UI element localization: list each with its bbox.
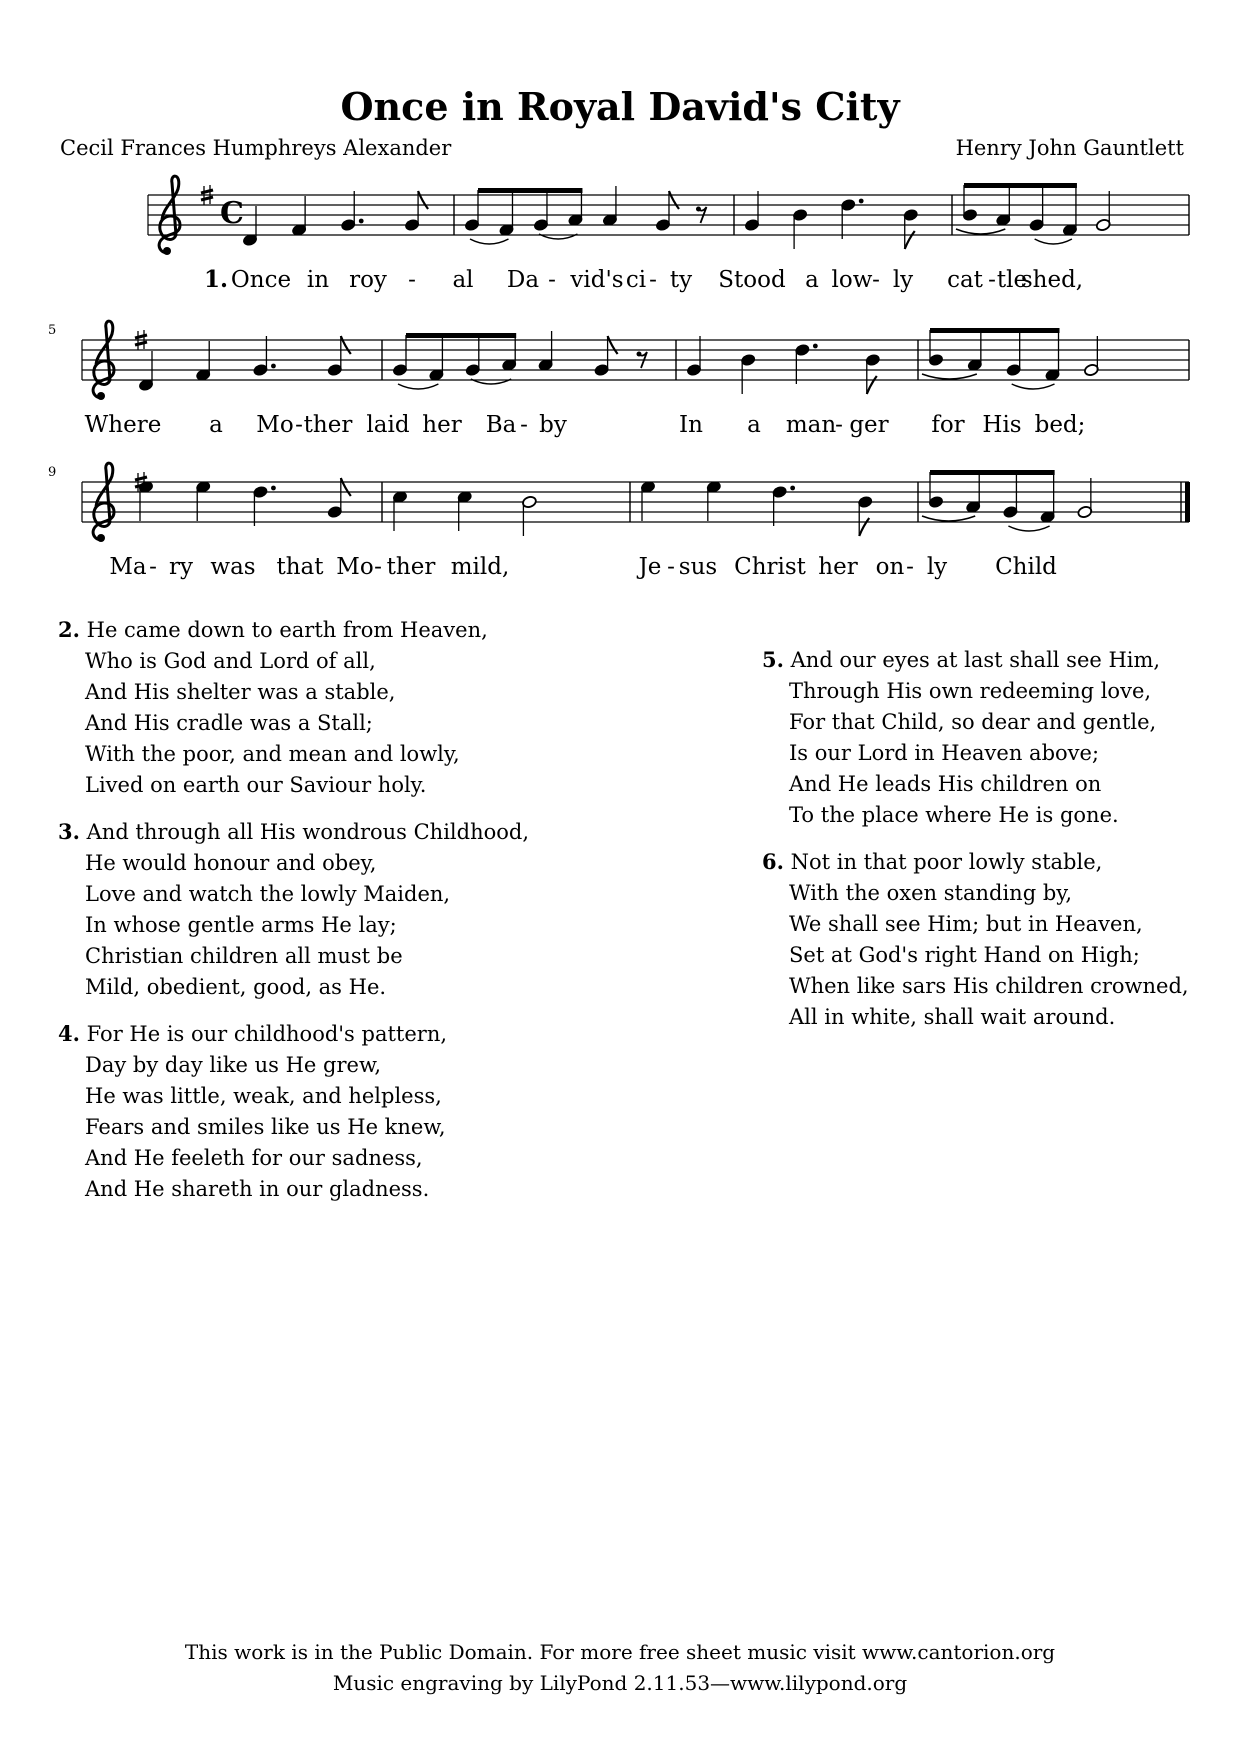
verse-text: Mild, obedient, good, as He. <box>85 975 387 999</box>
lyric-syllable: Child <box>995 554 1057 580</box>
sharp-bar <box>201 190 213 193</box>
staff-system-3 <box>48 465 1190 580</box>
footer <box>0 1637 1240 1699</box>
verse-line <box>58 1081 678 1112</box>
verse-5 <box>762 644 1202 831</box>
verse-text: Through His own redeeming love, <box>789 679 1152 703</box>
verse-text: He would honour and obey, <box>85 851 377 875</box>
lyric-hyphen: - <box>906 554 914 580</box>
verse-line <box>58 1112 678 1143</box>
lyric-hyphen: - <box>408 267 416 293</box>
verse-text: And He shareth in our gladness. <box>85 1177 430 1201</box>
sharp-bar <box>135 477 147 480</box>
verse-line <box>58 770 678 801</box>
verse-line <box>58 614 678 646</box>
augmentation-dot <box>271 364 276 369</box>
verse-line <box>762 769 1202 800</box>
verse-text: We shall see Him; but in Heaven, <box>789 912 1143 936</box>
sharp-bar <box>135 342 147 345</box>
verse-line <box>762 707 1202 738</box>
verse-number: 2. <box>58 617 80 642</box>
verse-text: He came down to earth from Heaven, <box>86 618 488 642</box>
verse-text: Christian children all must be <box>85 944 403 968</box>
note-flag <box>867 376 877 394</box>
lyric-syllable: low <box>831 267 873 293</box>
lyric-syllable: ther <box>386 554 436 580</box>
lyric-syllable: tle <box>996 267 1028 293</box>
eighth-rest-dot <box>696 207 701 212</box>
verse-number: 3. <box>58 819 80 844</box>
verse-line <box>58 1143 678 1174</box>
lyric-syllable: man <box>785 412 837 438</box>
lyric-hyphen: - <box>872 267 880 293</box>
lyric-hyphen: - <box>295 412 303 438</box>
verse-text: And through all His wondrous Childhood, <box>86 820 529 844</box>
verse-line <box>762 1002 1202 1033</box>
note-beam <box>478 188 582 193</box>
lyric-syllable: Je <box>638 554 662 580</box>
slur <box>922 374 977 379</box>
lyric-hyphen: - <box>374 554 382 580</box>
verse-line <box>762 738 1202 769</box>
lyric-syllable: mild, <box>450 554 510 580</box>
verse-text: Is our Lord in Heaven above; <box>789 741 1100 765</box>
note-flag <box>341 478 351 496</box>
verse-line <box>58 879 678 910</box>
lyric-syllable: Once <box>230 267 292 293</box>
verse-line <box>762 846 1202 878</box>
note-flag <box>341 336 351 354</box>
verse-text: Set at God's right Hand on High; <box>789 943 1140 967</box>
lyric-syllable: 1. <box>203 266 229 293</box>
verse-line <box>762 971 1202 1002</box>
lyric-syllable: His <box>982 412 1022 438</box>
verse-text: For that Child, so dear and gentle, <box>789 710 1157 734</box>
final-barline-thick <box>1185 482 1190 522</box>
verse-2 <box>58 614 678 801</box>
verse-text: In whose gentle arms He lay; <box>85 913 397 937</box>
verse-text: To the place where He is gone. <box>789 803 1119 827</box>
augmentation-dot <box>859 199 864 204</box>
lyric-hyphen: - <box>149 554 157 580</box>
lyric-hyphen: - <box>520 412 528 438</box>
verse-text: And His cradle was a Stall; <box>85 711 373 735</box>
slur <box>922 516 975 521</box>
verse-line <box>58 816 678 848</box>
verse-line <box>58 708 678 739</box>
verse-text: With the poor, and mean and lowly, <box>85 742 460 766</box>
verse-text: Who is God and Lord of all, <box>85 649 376 673</box>
lyric-syllable: ly <box>926 554 948 580</box>
lyric-syllable: was <box>210 554 256 580</box>
treble-clef-tail <box>97 534 105 542</box>
lyric-syllable: Christ <box>734 554 806 580</box>
verse-text: Fears and smiles like us He knew, <box>85 1115 446 1139</box>
lyric-syllable: her <box>818 554 858 580</box>
lyric-syllable: Ba <box>485 412 517 438</box>
verse-text: Lived on earth our Saviour holy. <box>85 773 427 797</box>
poet-credit: Cecil Frances Humphreys Alexander <box>60 136 452 160</box>
lyric-hyphen: - <box>649 267 657 293</box>
verse-line <box>762 676 1202 707</box>
verse-text: With the oxen standing by, <box>789 881 1073 905</box>
lyric-syllable: vid's <box>570 267 624 293</box>
note-flag <box>418 191 428 209</box>
verse-text: All in white, shall wait around. <box>789 1005 1116 1029</box>
lyric-syllable: Mo <box>336 554 374 580</box>
lyric-syllable: ther <box>303 412 353 438</box>
verse-text: And our eyes at last shall see Him, <box>790 648 1161 672</box>
verse-line <box>58 848 678 879</box>
lyric-syllable: In <box>679 412 703 438</box>
augmentation-dot <box>790 486 795 491</box>
lyric-hyphen: - <box>548 267 556 293</box>
verse-6 <box>762 846 1202 1033</box>
verse-3 <box>58 816 678 1003</box>
lyric-hyphen: - <box>667 554 675 580</box>
measure-number: 5 <box>48 323 57 338</box>
augmentation-dot <box>359 219 364 224</box>
slur <box>398 384 438 389</box>
lyric-syllable: Ma <box>109 554 147 580</box>
lyric-syllable: Where <box>84 412 162 438</box>
verse-number: 4. <box>58 1021 80 1046</box>
verse-text: Day by day like us He grew, <box>85 1053 382 1077</box>
lyric-syllable: in <box>306 267 330 293</box>
lyric-syllable: Stood <box>718 267 786 293</box>
verse-text: And He leads His children on <box>789 772 1102 796</box>
lyric-syllable: Mo <box>256 412 294 438</box>
slur <box>470 239 508 244</box>
treble-clef-tail <box>97 392 105 400</box>
lyric-syllable: a <box>805 267 819 293</box>
verse-line <box>58 1018 678 1050</box>
slur <box>1012 384 1055 389</box>
sharp-bar <box>135 335 147 338</box>
slur <box>1008 526 1049 531</box>
verse-line <box>762 800 1202 831</box>
note-flag <box>905 231 915 249</box>
eighth-rest-dot <box>637 352 642 357</box>
verse-line <box>58 941 678 972</box>
slur <box>1035 239 1072 244</box>
verse-line <box>762 909 1202 940</box>
note-beam <box>930 328 1060 333</box>
verse-line <box>58 1050 678 1081</box>
lyric-syllable: bed; <box>1034 412 1086 438</box>
lyric-syllable: ger <box>849 412 889 438</box>
lyric-syllable: for <box>931 412 965 438</box>
verses-left-column <box>58 614 678 1220</box>
lyric-syllable: on <box>875 554 905 580</box>
lyric-syllable: Da <box>506 267 540 293</box>
note-flag <box>859 518 869 536</box>
verse-line <box>58 1174 678 1205</box>
staff-system-2 <box>48 323 1189 438</box>
lyric-hyphen: - <box>988 267 996 293</box>
verse-line <box>762 644 1202 676</box>
verse-text: And He feeleth for our sadness, <box>85 1146 423 1170</box>
verse-number: 5. <box>762 647 784 672</box>
slur <box>956 229 1005 234</box>
lyric-syllable: shed, <box>1020 267 1084 293</box>
staff-system-1 <box>148 183 1189 293</box>
verse-line <box>58 739 678 770</box>
page-title: Once in Royal David's City <box>340 84 900 129</box>
lyric-syllable: ly <box>892 267 914 293</box>
note-beam <box>930 470 1055 475</box>
lyric-syllable: that <box>276 554 324 580</box>
lyric-syllable: sus <box>678 554 718 580</box>
verse-line <box>58 972 678 1003</box>
note-flag <box>608 336 618 354</box>
treble-clef-tail <box>163 247 171 255</box>
note-beam <box>406 333 516 338</box>
verse-line <box>762 878 1202 909</box>
time-signature: C <box>220 196 244 231</box>
lyric-syllable: ty <box>669 267 693 293</box>
verse-line <box>762 940 1202 971</box>
verse-line <box>58 677 678 708</box>
verse-text: He was little, weak, and helpless, <box>85 1084 442 1108</box>
verse-4 <box>58 1018 678 1205</box>
lyric-syllable: laid <box>366 412 410 438</box>
verse-text: For He is our childhood's pattern, <box>86 1022 448 1046</box>
note-flag <box>669 191 679 209</box>
verse-text: When like sars His children crowned, <box>789 974 1189 998</box>
lyric-syllable: ry <box>169 554 193 580</box>
lyric-syllable: a <box>747 412 761 438</box>
lyric-syllable: by <box>539 412 567 438</box>
footer-engraving-credit: Music engraving by LilyPond 2.11.53—www.lilypond.org <box>332 1671 908 1695</box>
footer-license: This work is in the Public Domain. For more free sheet music visit www.cantorion.org <box>184 1640 1056 1664</box>
augmentation-dot <box>813 344 818 349</box>
verse-text: Love and watch the lowly Maiden, <box>85 882 451 906</box>
composer-credit: Henry John Gauntlett <box>955 136 1184 160</box>
music-score <box>0 0 1240 600</box>
sharp-bar <box>201 197 213 200</box>
lyric-syllable: her <box>422 412 462 438</box>
lyric-syllable: cat <box>947 267 983 293</box>
lyric-syllable: roy <box>349 267 387 293</box>
verse-line <box>58 646 678 677</box>
verse-line <box>58 910 678 941</box>
lyric-syllable: al <box>452 267 474 293</box>
verse-text: And His shelter was a stable, <box>85 680 396 704</box>
measure-number: 9 <box>48 465 57 480</box>
verse-number: 6. <box>762 849 784 874</box>
augmentation-dot <box>271 486 276 491</box>
verses-right-column <box>762 644 1202 1048</box>
note-beam <box>964 183 1077 188</box>
verse-text: Not in that poor lowly stable, <box>790 850 1103 874</box>
lyric-syllable: a <box>209 412 223 438</box>
lyric-hyphen: - <box>835 412 843 438</box>
lyric-syllable: ci <box>625 267 647 293</box>
